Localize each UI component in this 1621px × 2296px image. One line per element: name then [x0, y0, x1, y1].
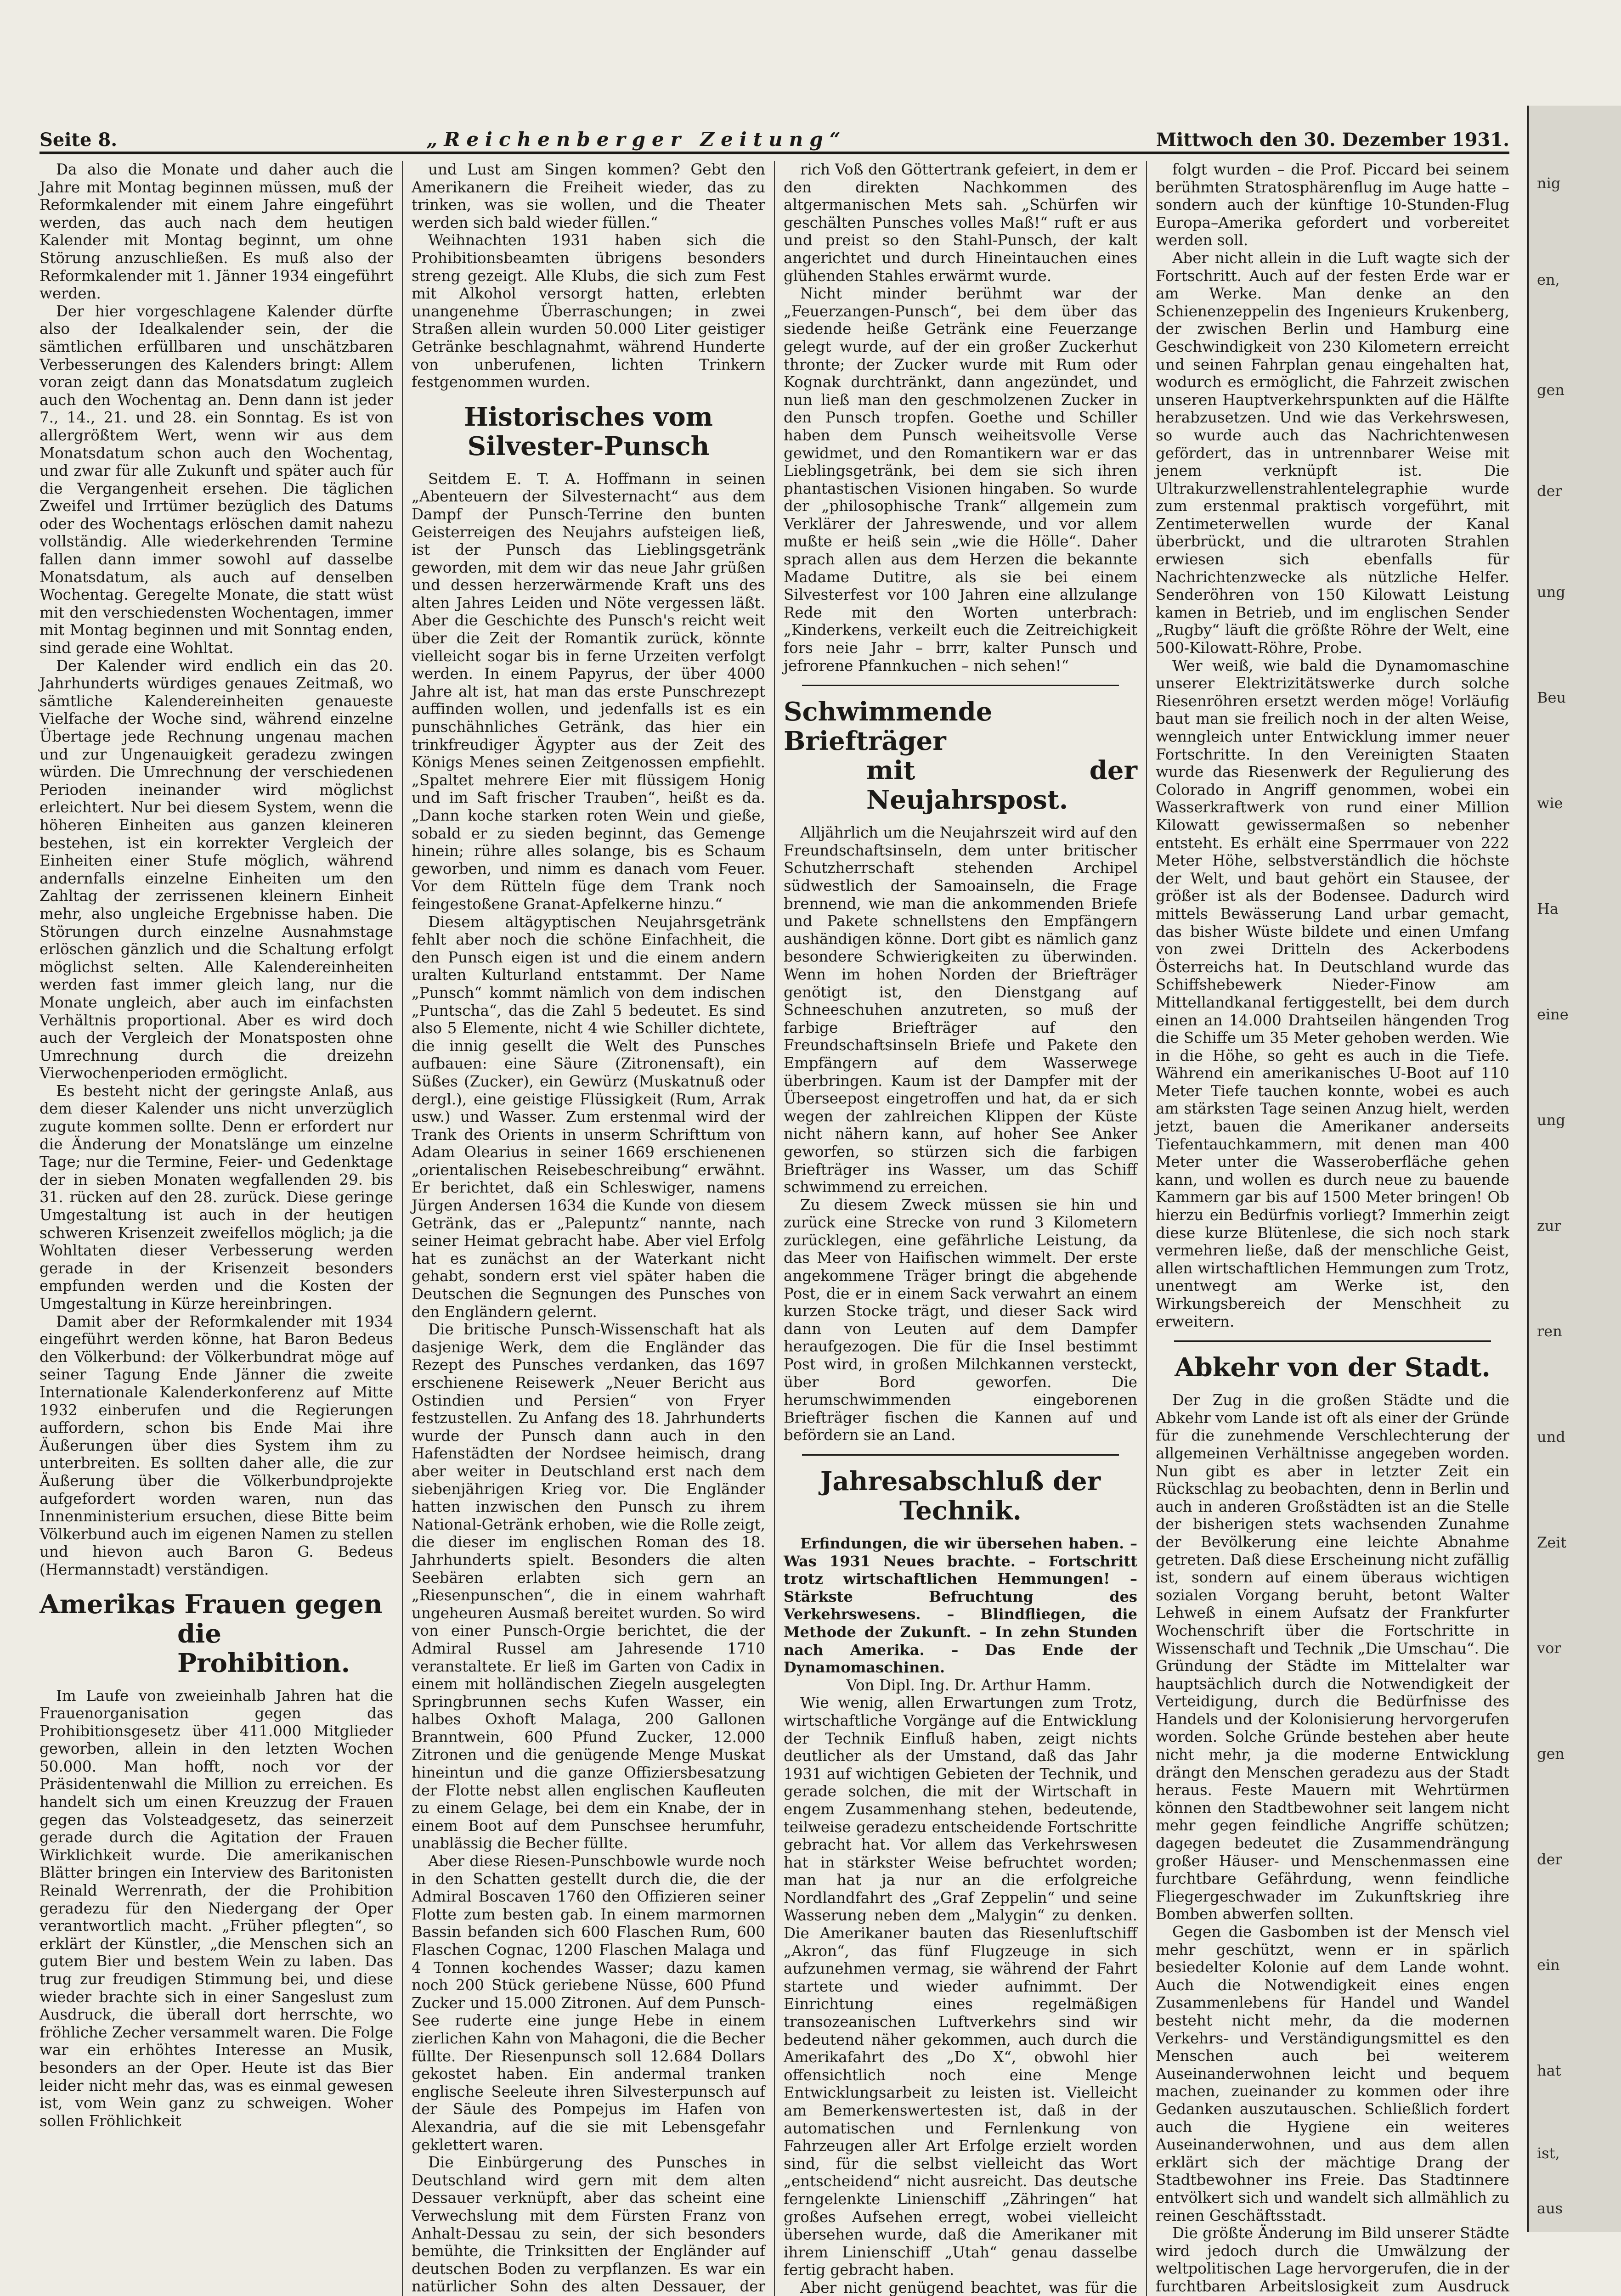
paragraph: Der Zug in die großen Städte und die Abkehr vom Lande ist oft als einer der Gründe für die zunehmende Verschlechterung der allgemeinen Verhältnisse angegeben worden. Nun gibt es aber in letzter Zeit ein Rückschlag zu beobachten, denn in Berlin und auch in anderen Großstädten ist an die Stelle der bisherigen stets wachsenden Zunahme der Bevölkerung eine leichte Abnahme getreten. Daß diese Erscheinung nicht zufällig ist, sondern auf einem überaus wichtigen sozialen Vorgang beruht, betont Walter Lehweß in einem Aufsatz der Frankfurter Wochenschrift über die Fortschritte in Wissenschaft und Technik „Die Umschau“. Die Gründung der Städte im Mittelalter war hauptsächlich durch die Notwendigkeit der Verteidigung, durch die Bedürfnisse des Handels und der Kolonisierung hervorgerufen worden. Solche Gründe bestehen aber heute nicht mehr, ja die moderne Entwicklung drängt den Menschen geradezu aus der Stadt heraus. Feste Mauern mit Wehrtürmen können den Stadtbewohner seit langem nicht mehr gegen feindliche Angriffe schützen; dagegen bedeutet die Zusammendrängung großer Häuser- und Menschenmassen eine furchtbare Gefährdung, wenn feindliche Fliegergeschwader im Zukunftskrieg ihre Bomben abwerfen sollten. [1156, 1391, 1509, 1923]
byline: Von Dipl. Ing. Dr. Arthur Hamm. [846, 1676, 1091, 1694]
headline-line: mit der Neujahrspost. [866, 755, 1137, 816]
adjacent-page-edge [1527, 106, 1621, 2232]
edge-fragment: und [1537, 1428, 1565, 1446]
paragraph: Die größte Änderung im Bild unserer Städte wird jedoch durch die Umwälzung der weltpolitischen Lage hervorgerufen, die in der furchtbaren Arbeitslosigkeit zum Ausdruck [1156, 2224, 1509, 2295]
edge-fragment: Beu [1537, 689, 1566, 706]
paragraph: Diesem altägyptischen Neujahrsgetränk fehlt aber noch die schöne Einfachheit, die den Punsch eigen ist und die einem andern uralten Kulturland entstammt. Der Name „Punsch“ kommt nämlich von dem indischen „Puntscha“, das die Zahl 5 bedeutet. Es sind also 5 Elemente, nicht 4 wie Schiller dichtete, die innig gesellt die Welt des Punsches aufbauen: eine Säure (Zitronensaft), ein Süßes (Zucker), ein Gewürz (Muskatnuß oder dergl.), eine geistige Flüssigkeit (Rum, Arrak usw.) und Wasser. Zum erstenmal wird der Trank des Orients in unserm Schrifttum von Adam Olearius in seiner 1669 erschienenen „orientalischen Reisebeschreibung“ erwähnt. Er berichtet, daß ein Schleswiger, namens Jürgen Andersen 1634 die Kunde von diesem Getränk, das er „Palepuntz“ nannte, nach seiner Heimat gebracht habe. Aber viel Erfolg hat es zunächst an der Waterkant nicht gehabt, sondern erst viel später haben die Deutschen die Segnungen des Punsches von den Engländern gelernt. [412, 913, 765, 1321]
issue-date: Mittwoch den 30. Dezember 1931. [1156, 129, 1509, 151]
paragraph: Nicht minder berühmt war der „Feuerzangen-Punsch“, bei dem über das siedende heiße Getränk eine Feuerzange gelegt wurde, auf der ein großer Zuckerhut thronte; der Zucker wurde mit Rum oder Kognak durchtränkt, dann angezündet, und nun ließ man den geschmolzenen Zucker in den Punsch tropfen. Goethe und Schiller haben dem Punsch weiheitsvolle Verse gewidmet, und den Romantikern war er das Lieblingsgetränk, bei dem sie sich ihren phantastischen Visionen hingaben. So wurde der „philosophische Trank“ allgemein zum Verklärer der Jahreswende, und vor allem mußte er heiß sein „wie die Hölle“. Daher sprach allen aus dem Herzen die bekannte Madame Dutitre, als sie bei einem Silvesterfest vor 100 Jahren eine allzulange Rede mit den Worten unterbrach: „Kinderkens, verkeilt euch die Zeitreichigkeit fors neie Jahr – brrr, kalter Punsch und jefrorene Pfannkuchen – nich sehen!“ [784, 285, 1137, 675]
paragraph: Weihnachten 1931 haben sich die Prohibitionsbeamten übrigens besonders streng gezeigt. Alle Klubs, die sich zum Fest mit Alkohol versorgt hatten, erlebten unangenehme Überraschungen; in zwei Straßen allein wurden 50.000 Liter geistiger Getränke beschlagnahmt, während Hunderte von unberufenen, lichten Trinkern festgenommen wurden. [412, 231, 765, 391]
edge-fragment: en, [1537, 271, 1560, 288]
headline-punsch: Historisches vom Silvester-Punsch [464, 401, 713, 461]
edge-fragment: der [1537, 1851, 1562, 1868]
paragraph: Der hier vorgeschlagene Kalender dürfte also der Idealkalender sein, der die sämtlichen erfüllbaren und unschätzbaren Verbesserungen des Kalenders bringt: Allem voran zeigt dann das Monatsdatum zugleich auch den Wochentag an. Denn dann ist jeder 7., 14., 21. und 28. ein Sonntag. Es ist von allergrößtem Wert, wenn wir aus dem Monatsdatum schon auch den Wochentag, und zwar für alle Zukunft und später auch für die Vergangenheit ersehen. Die täglichen Zweifel und Irrtümer bezüglich des Datums oder des Wochentags erlöschen damit nahezu vollständig. Alle wiederkehrenden Termine fallen dann immer sowohl auf dasselbe Monatsdatum, als auch auf denselben Wochentag. Geregelte Monate, die statt wüst mit den verschiedensten Wochentagen, immer mit Montag beginnen und mit Sonntag enden, sind gerade eine Wohltat. [40, 302, 393, 657]
paragraph: Aber nicht genügend beachtet, was für die [800, 2279, 1137, 2296]
paragraph: und Lust am Singen kommen? Gebt den Amerikanern die Freiheit wieder, das zu trinken, was sie wollen, und die Theater werden sich bald wieder füllen.“ [412, 161, 765, 231]
edge-fragment: der [1537, 482, 1562, 500]
column-1 [40, 161, 393, 2296]
paragraph: Der Kalender wird endlich ein das 20. Jahrhunderts würdiges genaues Zeitmaß, wo sämtliche Kalendereinheiten genaueste Vielfache der Woche sind, während einzelne Übertage jede Rechnung ungenau machen und zur Ungenauigkeit geradezu zwingen würden. Die Umrechnung der verschiedenen Perioden ineinander wird möglichst erleichtert. Nur bei diesem System, wenn die höheren Einheiten aus ganzen kleineren bestehen, ist ein korrekter Vergleich der Einheiten einer Stufe möglich, während andernfalls einzelne Einheiten um den Zahltag der zerrissenen kleinern Einheit mehr, also ungleiche Ergebnisse haben. Die Störungen durch einzelne Ausnahmstage erlöschen gänzlich und die Schaltung erfolgt möglichst selten. Alle Kalendereinheiten werden fast immer gleich lang, nur die Monate ungleich, aber auch im einfachsten Verhältnis proportional. Aber es wird doch auch der Vergleich der Monatsposten ohne Umrechnung durch die dreizehn Vierwochenperioden ermöglicht. [40, 657, 393, 1082]
paragraph: Aber nicht allein in die Luft wagte sich der Fortschritt. Auch auf der festen Erde war er am Werke. Man denke an den Schienenzeppelin des Ingenieurs Krukenberg, der zwischen Berlin und Hamburg eine Geschwindigkeit von 230 Kilometern erreicht und seinen Fahrplan genau eingehalten hat, wodurch es ermöglicht, die Fahrzeit zwischen unseren Hauptverkehrspunkten auf die Hälfte herabzusetzen. Und wie das Verkehrswesen, so wurde auch das Nachrichtenwesen gefördert, das in untrennbarer Weise mit jenem verknüpft ist. Die Ultrakurzwellenstrahlentelegraphie wurde zum erstenmal praktisch vorgeführt, mit Zentimeterwellen wurde der Kanal überbrückt, und die ultraroten Strahlen erwiesen sich ebenfalls für Nachrichtenzwecke als nützliche Helfer. Senderöhren von 150 Kilowatt Leistung kamen in Betrieb, und im englischen Sender „Rugby“ läuft die größte Röhre der Welt, eine 500-Kilowatt-Röhre, Probe. [1156, 249, 1509, 657]
article-columns [40, 161, 1509, 2296]
paragraph: Wie wenig, allen Erwartungen zum Trotz, wirtschaftliche Vorgänge auf die Entwicklung der Technik Einfluß haben, zeigt nichts deutlicher als der Umstand, daß das Jahr 1931 auf wichtigen Gebieten der Technik, und gerade solchen, die mit der Wirtschaft in engem Zusammenhang stehen, bedeutende, teilweise geradezu entscheidende Fortschritte gebracht hat. Vor allem das Verkehrswesen hat in stärkster Weise befruchtet worden; man hat ja nur an die erfolgreiche Nordlandfahrt des „Graf Zeppelin“ und seine Wasserung neben dem „Malygin“ zu denken. Die Amerikaner bauten das Riesenluftschiff „Akron“, das fünf Flugzeuge in sich aufzunehmen vermag, sie während der Fahrt startete und wieder aufnimmt. Der Einrichtung eines regelmäßigen transozeanischen Luftverkehrs sind wir bedeutend näher gekommen, auch durch die Amerikafahrt des „Do X“, obwohl hier offensichtlich noch eine Menge Entwicklungsarbeit zu leisten ist. Vielleicht am Bemerkenswertesten ist, daß in der automatischen und Fernlenkung von Fahrzeugen aller Art Erfolge erzielt worden sind, für die selbst vielleicht das Wort „entscheidend“ nicht ausreicht. Das deutsche ferngelenkte Linienschiff „Zähringen“ hat großes Aufsehen erregt, wobei vielleicht übersehen wurde, daß die Amerikaner mit ihrem Linienschiff „Utah“ genau dasselbe fertig gebracht haben. [784, 1694, 1137, 2279]
page-header [40, 108, 1509, 151]
headline-frauen [40, 1590, 393, 1678]
paragraph: Die Einbürgerung des Punsches in Deutschland wird gern mit dem alten Dessauer verknüpft, aber das scheint eine Verwechslung mit dem Fürsten Franz von Anhalt-Dessau zu sein, der sich besonders bemühte, die Trinksitten der Engländer auf deutschen Boden zu verpflanzen. Es war ein natürlicher Sohn des alten Dessauer, der [412, 2154, 765, 2296]
edge-fragment: hat [1537, 2062, 1561, 2079]
newspaper-title: „Reichenberger Zeitung“ [426, 128, 847, 151]
headline-brieftraeger [784, 697, 1137, 815]
headline-line: Amerikas Frauen gegen [40, 1589, 383, 1620]
headline-technik: Jahresabschluß der Technik. [820, 1466, 1101, 1526]
paragraph: Damit aber der Reformkalender mit 1934 eingeführt werden könne, hat Baron Bedeus den Völkerbund: der Völkerbundrat möge auf seiner Tagung Ende Jänner die zweite Internationale Kalenderkonferenz auf Mitte 1932 einberufen und die Regierungen auffordern, schon bis Ende Mai ihre Äußerungen über dies System ihm zu unterbreiten. Es sollten daher alle, die zur Äußerung über die Völkerbundprojekte aufgefordert worden waren, nun das Innenministerium ersuchen, diese Bitte beim Völkerbund auch im eigenen Namen zu stellen und hievon auch Baron G. Bedeus (Hermannstadt) verständigen. [40, 1312, 393, 1578]
edge-fragment: wie [1537, 794, 1563, 812]
edge-fragment: ung [1537, 1111, 1565, 1129]
paragraph: Es besteht nicht der geringste Anlaß, aus dem dieser Kalender uns nicht unverzüglich zugute kommen sollte. Denn er erfordert nur die Änderung der Monatslänge um einzelne Tage; nur die Termine, Feier- und Gedenktage der in sieben Monaten wegfallenden 29. bis 31. rücken auf den 28. zurück. Diese geringe Umgestaltung ist auch in der heutigen schweren Krisenzeit zweifellos möglich; ja die Wohltaten dieser Verbesserung werden gerade in der Krisenzeit besonders empfunden werden und die Kosten der Umgestaltung in Kürze hereinbringen. [40, 1082, 393, 1312]
paragraph: Alljährlich um die Neujahrszeit wird auf den Freundschaftsinseln, dem unter britischer Schutzherrschaft stehenden Archipel südwestlich der Samoainseln, die Frage brennend, wie man die ankommenden Briefe und Pakete schnellstens den Empfängern aushändigen könne. Dort gibt es nämlich ganz besondere Schwierigkeiten zu überwinden. Wenn im hohen Norden der Briefträger genötigt ist, den Dienstgang auf Schneeschuhen anzutreten, so muß der farbige Briefträger auf den Freundschaftsinseln Briefe und Pakete den Empfängern auf dem Wasserwege überbringen. Kaum ist der Dampfer mit der Überseepost eingetroffen und hat, da er sich wegen der zahlreichen Klippen der Küste nicht nähern kann, auf hoher See Anker geworfen, so stürzen sich die farbigen Briefträger ins Wasser, um das Schiff schwimmend zu erreichen. [784, 824, 1137, 1196]
section-divider [802, 685, 1119, 686]
edge-fragment: Ha [1537, 900, 1559, 917]
edge-fragment: ung [1537, 583, 1565, 601]
column-2 [412, 161, 765, 2296]
edge-fragment: eine [1537, 1006, 1569, 1023]
headline-line: die Prohibition. [177, 1618, 350, 1678]
headline-line: Schwimmende Briefträger [784, 697, 993, 757]
column-3 [784, 161, 1137, 2296]
edge-fragment: ist, [1537, 2144, 1560, 2162]
column-4 [1156, 161, 1509, 2296]
edge-fragment: nig [1537, 174, 1561, 192]
header-rule [40, 152, 1509, 154]
section-divider [802, 1454, 1119, 1456]
paragraph: Gegen die Gasbomben ist der Mensch viel mehr geschützt, wenn er in spärlich besiedelter Kolonie auf dem Lande wohnt. Auch die Notwendigkeit eines engen Zusammenlebens für Handel und Wandel besteht nicht mehr, da die modernen Verkehrs- und Verständigungsmittel es den Menschen auch bei weiterem Auseinanderwohnen leicht und bequem machen, zueinander zu kommen oder ihre Gedanken auszutauschen. Schließlich fordert auch die Hygiene ein weiteres Auseinanderwohnen, und aus dem allen erklärt sich der mächtige Drang der Stadtbewohner ins Freie. Das Stadtinnere entvölkert sich und wandelt sich allmählich zu reinen Geschäftsstadt. [1156, 1923, 1509, 2224]
paragraph: rich Voß den Göttertrank gefeiert, in dem er den direkten Nachkommen des altgermanischen Mets sah. „Schürfen wir geschälten Punsches volles Maß!“ ruft er aus und preist so den Stahl-Punsch, der kalt angerichtet und durch Hineintauchen eines glühenden Stahles erwärmt wurde. [784, 161, 1137, 285]
edge-fragment: ren [1537, 1322, 1562, 1340]
paragraph: Im Laufe von zweieinhalb Jahren hat die Frauenorganisation gegen das Prohibitionsgesetz über 411.000 Mitglieder geworben, allein in den letzten Wochen 50.000. Man hofft, noch vor der Präsidentenwahl die Million zu erreichen. Es handelt sich um einen Kreuzzug der Frauen gegen das Volsteadgesetz, das seinerzeit gerade durch die Agitation der Frauen Wirklichkeit wurde. Die amerikanischen Blätter bringen ein Interview des Baritonisten Reinald Werrenrath, der die Prohibition geradezu für den Niedergang der Oper verantwortlich macht. „Früher pflegten“, so erklärt der Künstler, „die Menschen sich an gutem Bier und bestem Wein zu laben. Das trug zur freudigen Stimmung bei, und diese wieder brachte sich in einer Sangeslust zum Ausdruck, die überall dort herrschte, wo fröhliche Zecher versammelt waren. Die Folge war ein erhöhtes Interesse an Musik, besonders an der Oper. Heute ist das Bier leider nicht mehr das, was es einmal gewesen ist, vom Wein ganz zu schweigen. Woher sollen Fröhlichkeit [40, 1687, 393, 2130]
paragraph: Wer weiß, wie bald die Dynamomaschine unserer Elektrizitätswerke durch solche Riesenröhren ersetzt werden möge! Vorläufig baut man sie freilich noch in der alten Weise, wenngleich unter Entwicklung immer neuer Fortschritte. In den Vereinigten Staaten wurde das Riesenwerk der Regulierung des Colorado in Angriff genommen, wobei ein Wasserkraftwerk von rund einer Million Kilowatt gewissermaßen so nebenher entsteht. Es erhält eine Sperrmauer von 222 Meter Höhe, selbstverständlich die höchste der Welt, und baut gehört ein Stausee, der größer ist als der Bodensee. Dadurch wird mittels Bewässerung Land urbar gemacht, das bisher Wüste bildete und einen Umfang von zwei Dritteln des Ackerbodens Österreichs hat. In Deutschland wurde das Schiffshebewerk Nieder-Finow am Mittellandkanal fertiggestellt, bei dem durch einen an 14.000 Drahtseilen hängenden Trog die Schiffe um 35 Meter gehoben werden. Wie in die Höhe, so geht es auch in die Tiefe. Während ein amerikanisches U-Boot auf 110 Meter Tiefe tauchen konnte, wobei es auch am stärksten Tage seinen Anzug hielt, werden jetzt, bauen die Amerikaner anderseits Tiefentauchkammern, mit denen man 400 Meter unter die Wasseroberfläche gehen kann, und wollen es durch neue zu bauende Kammern gar bis auf 1500 Meter bringen! Ob hierzu ein Bedürfnis vorliegt? Immerhin zeigt diese kurze Blütenlese, die sich noch stark vermehren ließe, daß der menschliche Geist, allen wirtschaftlichen Hemmungen zum Trotz, unentwegt am Werke ist, den Wirkungsbereich der Menschheit zu erweitern. [1156, 657, 1509, 1330]
edge-fragment: gen [1537, 1745, 1565, 1762]
paragraph: Seitdem E. T. A. Hoffmann in seinen „Abenteuern der Silvesternacht“ aus dem Dampf der Punsch-Terrine den bunten Geisterreigen des Neujahrs aufsteigen ließ, ist der Punsch das Lieblingsgetränk geworden, mit dem wir das neue Jahr grüßen und dessen herzerwärmende Kraft uns des alten Jahres Leiden und Nöte vergessen läßt. Aber die Geschichte des Punsch's reicht weit über die Zeit der Romantik zurück, könnte vielleicht sogar bis in ferne Urzeiten verfolgt werden. In einem Papyrus, der über 4000 Jahre alt ist, hat man das erste Punschrezept auffinden wollen, und jedenfalls ist es ein punschähnliches Getränk, das hier ein trinkfreudiger Ägypter aus der Zeit des Königs Menes seinen Zeitgenossen empfiehlt. „Spaltet mehrere Eier mit flüssigem Honig und im Saft frischer Trauben“, heißt es da. „Dann koche starken roten Wein und gieße, sobald er zu sieden beginnt, das Gemenge hinein; rühre alles solange, bis es Schaum geworben, und nimm es danach vom Feuer. Vor dem Rütteln füge dem Trank noch feingestoßene Granat-Apfelkerne hinzu.“ [412, 470, 765, 913]
page-number: Seite 8. [40, 129, 118, 151]
edge-fragment: vor [1537, 1639, 1561, 1657]
paragraph: Zu diesem Zweck müssen sie hin und zurück eine Strecke von rund 3 Kilometern zurücklegen, eine gefährliche Leistung, da das Meer von Haifischen wimmelt. Der erste angekommene Träger bringt die abgehende Post, die er in einem Sack verwahrt an einem kurzen Stocke trägt, und dieser Sack wird dann von Leuten auf dem Dampfer heraufgezogen. Die für die Insel bestimmt Post wird, in großen Milchkannen versteckt, über Bord geworfen. Die herumschwimmenden eingeborenen Briefträger fischen die Kannen auf und befördern sie an Land. [784, 1196, 1137, 1444]
headline-stadt: Abkehr von der Stadt. [1175, 1352, 1491, 1383]
edge-fragment: gen [1537, 381, 1565, 399]
section-divider [1174, 1340, 1491, 1342]
paragraph: Da also die Monate und daher auch die Jahre mit Montag beginnen müssen, muß der Reformkalender mit einem Jahre eingeführt werden, das auch nach dem heutigen Kalender mit Montag beginnt, um ohne Störung anzuschließen. Es muß also der Reformkalender mit 1. Jänner 1934 eingeführt werden. [40, 161, 393, 303]
paragraph: Aber diese Riesen-Punschbowle wurde noch in den Schatten gestellt durch die, die der Admiral Boscaven 1760 den Offizieren seiner Flotte zum besten gab. In einem marmornen Bassin befanden sich 600 Flaschen Rum, 600 Flaschen Cognac, 1200 Flaschen Malaga und 4 Tonnen kochendes Wasser; dazu kamen noch 200 Stück geriebene Nüsse, 600 Pfund Zucker und 15.000 Zitronen. Auf dem Punsch-See ruderte eine junge Hebe in einem zierlichen Kahn von Mahagoni, die die Becher füllte. Der Riesenpunsch soll 12.684 Dollars gekostet haben. Ein andermal tranken englische Seeleute ihren Silvesterpunsch auf der Säule des Pompejus im Hafen von Alexandria, auf die sie mit Lebensgefahr geklettert waren. [412, 1852, 765, 2154]
paragraph: folgt wurden – die Prof. Piccard bei seinem berühmten Stratosphärenflug im Auge hatte – sondern auch der künftige 10-Stunden-Flug Europa–Amerika gefordert und vorbereitet werden soll. [1156, 161, 1509, 249]
article-summary: Erfindungen, die wir übersehen haben. – Was 1931 Neues brachte. – Fortschritt trotz wirtschaftlichen Hemmungen! – Stärkste Befruchtung des Verkehrswesens. – Blindfliegen, die Methode der Zukunft. – In zehn Stunden nach Amerika. – Das Ende der Dynamomaschinen. [784, 1535, 1137, 1677]
edge-fragment: aus [1537, 2200, 1563, 2217]
edge-fragment: zur [1537, 1217, 1561, 1234]
edge-fragment: Zeit [1537, 1534, 1567, 1551]
edge-fragment: ein [1537, 1956, 1560, 1974]
paragraph: Die britische Punsch-Wissenschaft hat als dasjenige Werk, dem die Engländer das Rezept des Punsches verdanken, das 1697 erschienene Reisewerk „Neuer Bericht aus Ostindien und Persien“ von Fryer festzustellen. Zu Anfang des 18. Jahrhunderts wurde der Punsch dann auch in den Hafenstädten der Nordsee heimisch, drang aber weiter in Deutschland erst nach dem siebenjährigen Krieg vor. Die Engländer hatten inzwischen den Punsch zu ihrem National-Getränk erhoben, wie die Rolle zeigt, die dieser im englischen Roman des 18. Jahrhunderts spielt. Besonders die alten Seebären erlabten sich gern an „Riesenpunschen“, die in einem wahrhaft ungeheuren Ausmaß bereitet wurden. So wird von einer Punsch-Orgie berichtet, die der Admiral Russel am Jahresende 1710 veranstaltete. Er ließ im Garten von Cadix in einem mit holländischen Ziegeln ausgelegten Springbrunnen sechs Kufen Wasser, ein halbes Oxhoft Malaga, 200 Gallonen Branntwein, 600 Pfund Zucker, 12.000 Zitronen und die genügende Menge Muskat hineintun und die ganze Offiziersbesatzung der Flotte nebst allen englischen Kaufleuten zu einem Gelage, bei dem ein Knabe, der in einem Boot auf dem Punschsee herumfuhr, unablässig die Becher füllte. [412, 1321, 765, 1852]
